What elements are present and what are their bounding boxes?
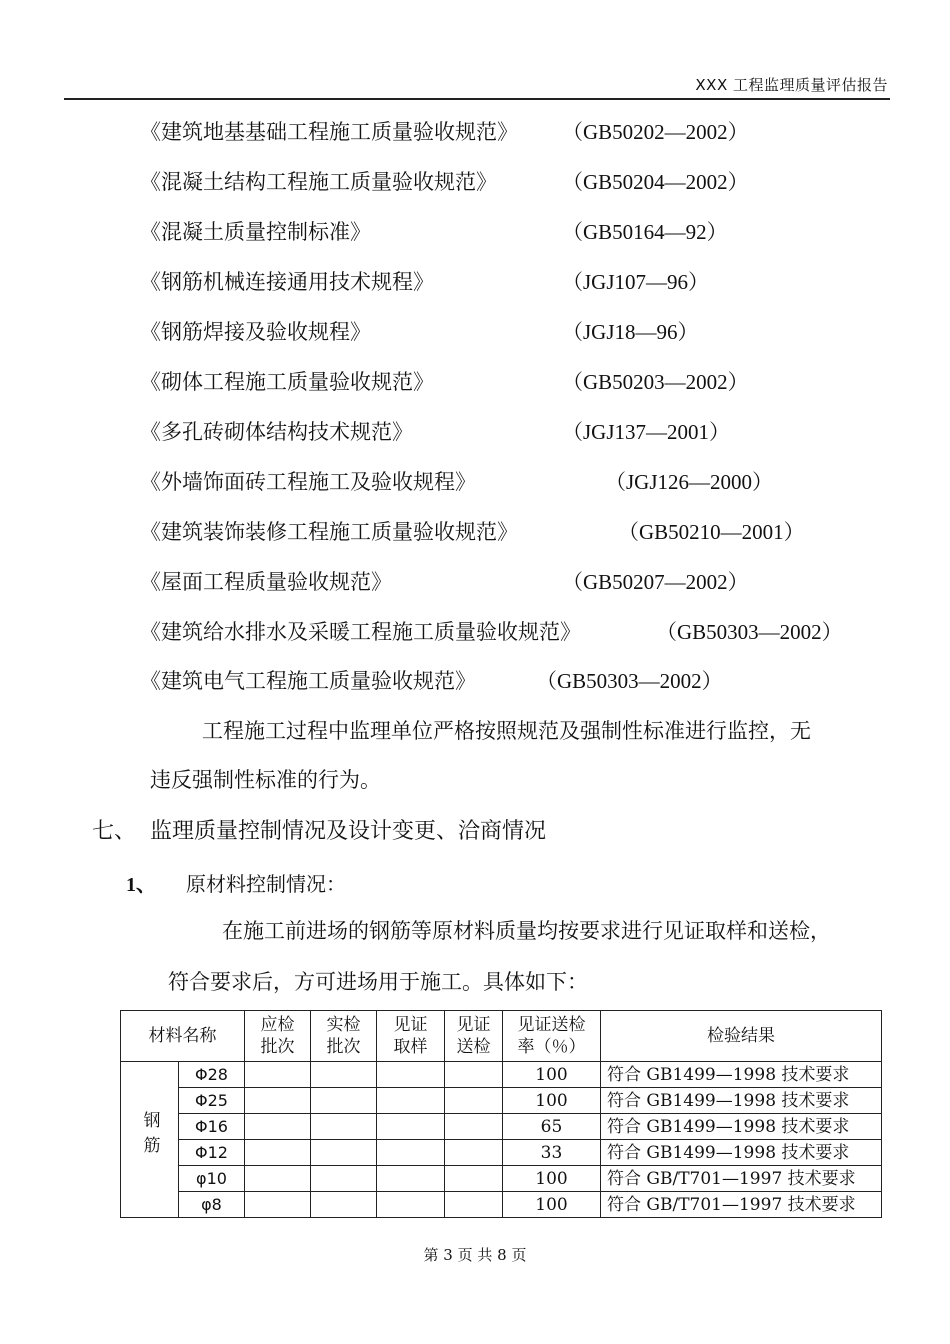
standard-line: 《外墙饰面砖工程施工及验收规程》: [140, 470, 476, 494]
cell-empty: [245, 1166, 311, 1192]
cell-result: 符合 GB1499—1998 技术要求: [601, 1088, 882, 1114]
header-rule: [64, 98, 890, 100]
cell-size: φ10: [179, 1166, 245, 1192]
cell-empty: [377, 1114, 445, 1140]
standard-line: 《混凝土结构工程施工质量验收规范》: [140, 170, 497, 194]
cell-rate: 100: [503, 1062, 601, 1088]
standard-code: （GB50210—2001）: [618, 520, 805, 544]
cell-rate: 100: [503, 1166, 601, 1192]
table-row: [121, 1088, 882, 1114]
cell-empty: [311, 1114, 377, 1140]
header-witness-rate: 见证送检 率（％）: [503, 1011, 601, 1062]
standard-line: 《砌体工程施工质量验收规范》: [140, 370, 434, 394]
cell-empty: [311, 1166, 377, 1192]
subsection-title: 原材料控制情况：: [186, 872, 346, 896]
group-label-rebar: 钢筋: [121, 1062, 179, 1218]
standard-line: 《建筑地基基础工程施工质量验收规范》: [140, 120, 518, 144]
cell-size: φ8: [179, 1192, 245, 1218]
table-row: [121, 1166, 882, 1192]
standard-line: 《建筑电气工程施工质量验收规范》: [140, 669, 476, 693]
cell-empty: [311, 1192, 377, 1218]
section-heading: [92, 814, 546, 845]
standard-line: 《钢筋机械连接通用技术规程》: [140, 270, 434, 294]
cell-empty: [311, 1062, 377, 1088]
paragraph-line: 工程施工过程中监理单位严格按照规范及强制性标准进行监控，无: [202, 719, 811, 743]
cell-empty: [445, 1192, 503, 1218]
standard-code: （GB50203—2002）: [562, 370, 749, 394]
header-witness-sampling: 见证 取样: [377, 1011, 445, 1062]
section-title: 监理质量控制情况及设计变更、洽商情况: [150, 819, 547, 844]
standard-code: （GB50303—2002）: [536, 669, 723, 693]
header-result: 检验结果: [601, 1011, 882, 1062]
cell-size: Φ25: [179, 1088, 245, 1114]
cell-result: 符合 GB1499—1998 技术要求: [601, 1140, 882, 1166]
table-row: [121, 1192, 882, 1218]
cell-empty: [311, 1088, 377, 1114]
standard-line: 《钢筋焊接及验收规程》: [140, 320, 371, 344]
cell-result: 符合 GB1499—1998 技术要求: [601, 1114, 882, 1140]
cell-size: Φ12: [179, 1140, 245, 1166]
cell-result: 符合 GB/T701—1997 技术要求: [601, 1192, 882, 1218]
header-material-name: 材料名称: [121, 1011, 245, 1062]
cell-empty: [445, 1140, 503, 1166]
standard-code: （GB50202—2002）: [562, 120, 749, 144]
cell-empty: [245, 1192, 311, 1218]
cell-empty: [245, 1088, 311, 1114]
section-number: 七、: [92, 819, 137, 844]
cell-size: Φ28: [179, 1062, 245, 1088]
table-row: [121, 1114, 882, 1140]
cell-size: Φ16: [179, 1114, 245, 1140]
page-footer: 第 3 页 共 8 页: [423, 1246, 527, 1264]
standard-line: 《屋面工程质量验收规范》: [140, 570, 392, 594]
standard-code: （JGJ18—96）: [562, 320, 699, 344]
cell-empty: [445, 1166, 503, 1192]
standard-code: （GB50164—92）: [562, 220, 728, 244]
cell-rate: 100: [503, 1088, 601, 1114]
cell-empty: [245, 1114, 311, 1140]
subsection-number: 1、: [126, 874, 156, 896]
standard-line: 《多孔砖砌体结构技术规范》: [140, 420, 413, 444]
cell-empty: [377, 1062, 445, 1088]
cell-result: 符合 GB/T701—1997 技术要求: [601, 1166, 882, 1192]
cell-empty: [445, 1088, 503, 1114]
header-actual-batches: 实检 批次: [311, 1011, 377, 1062]
standard-code: （JGJ137—2001）: [562, 420, 731, 444]
standard-line: 《建筑装饰装修工程施工质量验收规范》: [140, 520, 518, 544]
standard-code: （GB50207—2002）: [562, 570, 749, 594]
paragraph-line: 在施工前进场的钢筋等原材料质量均按要求进行见证取样和送检，: [222, 919, 831, 943]
header-witness-submit: 见证 送检: [445, 1011, 503, 1062]
table-row: [121, 1140, 882, 1166]
cell-empty: [377, 1088, 445, 1114]
paragraph-line: 符合要求后，方可进场用于施工。具体如下：: [168, 970, 588, 994]
cell-empty: [311, 1140, 377, 1166]
table-header-row: [121, 1011, 882, 1062]
standard-code: （JGJ126—2000）: [605, 470, 774, 494]
cell-empty: [245, 1062, 311, 1088]
cell-empty: [377, 1140, 445, 1166]
cell-result: 符合 GB1499—1998 技术要求: [601, 1062, 882, 1088]
cell-empty: [245, 1140, 311, 1166]
cell-empty: [445, 1114, 503, 1140]
cell-rate: 65: [503, 1114, 601, 1140]
standard-line: 《建筑给水排水及采暖工程施工质量验收规范》: [140, 620, 581, 644]
table-row: [121, 1062, 882, 1088]
cell-empty: [377, 1192, 445, 1218]
paragraph-line: 违反强制性标准的行为。: [150, 768, 381, 792]
header-due-batches: 应检 批次: [245, 1011, 311, 1062]
page-header-title: XXX 工程监理质量评估报告: [695, 76, 888, 94]
materials-table: [120, 1010, 882, 1218]
subsection-heading: [126, 868, 346, 897]
cell-rate: 100: [503, 1192, 601, 1218]
standard-code: （JGJ107—96）: [562, 270, 710, 294]
cell-rate: 33: [503, 1140, 601, 1166]
cell-empty: [377, 1166, 445, 1192]
standard-code: （GB50303—2002）: [656, 620, 843, 644]
cell-empty: [445, 1062, 503, 1088]
standard-line: 《混凝土质量控制标准》: [140, 220, 371, 244]
standard-code: （GB50204—2002）: [562, 170, 749, 194]
